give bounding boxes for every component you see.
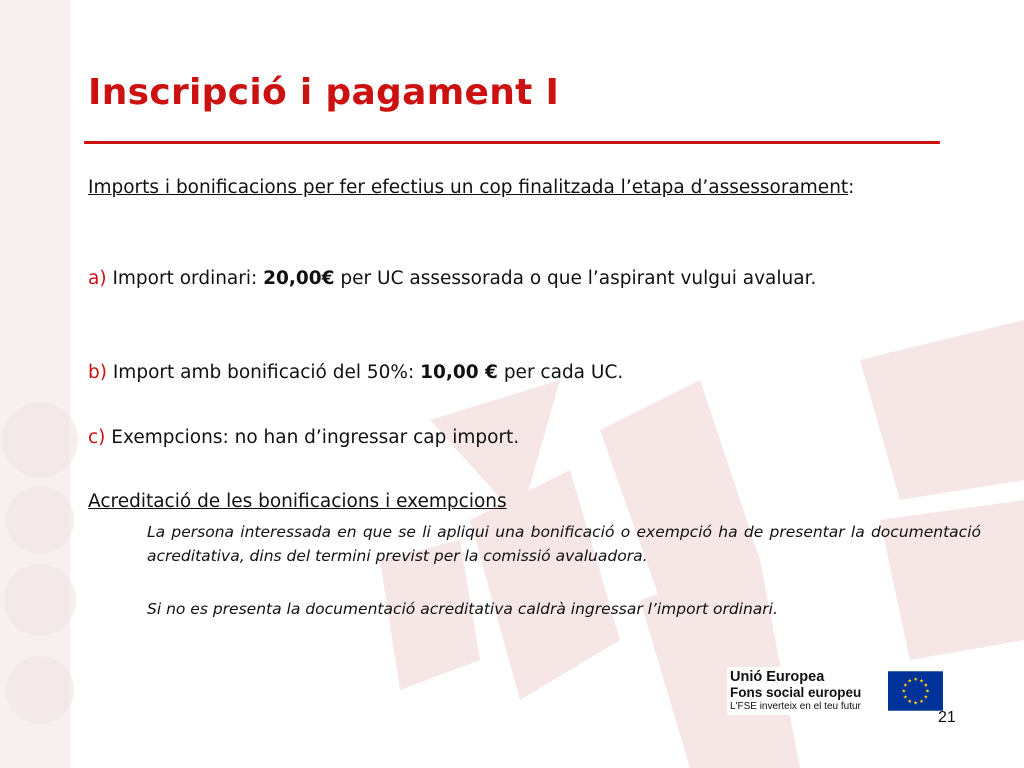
intro-underlined-text: Imports i bonificacions per fer efectius un cop finalitzada l’etapa d’assessorament	[88, 177, 849, 198]
item-a	[88, 265, 928, 292]
eu-flag-icon	[888, 671, 943, 711]
intro-suffix: :	[848, 177, 855, 198]
page-number: 21	[938, 709, 956, 726]
logo-line-2: Fons social europeu	[730, 685, 862, 700]
title-underline-rule	[84, 141, 940, 144]
section-heading-text: Acreditació de les bonificacions i exempcions	[88, 491, 507, 512]
note-ordinary-import: Si no es presenta la documentació acreditativa caldrà ingressar l’import ordinari.	[147, 600, 778, 618]
item-b	[88, 359, 928, 386]
item-c	[88, 424, 928, 451]
item-b-after: per cada UC.	[497, 362, 624, 383]
item-c-marker: c)	[88, 427, 106, 448]
item-c-text: Exempcions: no han d’ingressar cap import.	[105, 427, 520, 448]
item-a-after: per UC assessorada o que l’aspirant vulgui avaluar.	[334, 268, 817, 289]
note-documentation: La persona interessada en que se li apliqui una bonificació o exempció ha de presentar la documentació acreditativa, dins del termini previst per la comissió avaluadora.	[147, 523, 981, 565]
section-heading	[88, 488, 928, 515]
logo-text	[727, 669, 888, 713]
item-a-text: Import ordinari:	[106, 268, 264, 289]
item-a-amount: 20,00€	[263, 268, 335, 289]
item-b-marker: b)	[88, 362, 107, 383]
intro-paragraph	[88, 174, 928, 201]
slide-title: Inscripció i pagament I	[88, 72, 560, 113]
item-b-text: Import amb bonificació del 50%:	[106, 362, 421, 383]
item-a-marker: a)	[88, 268, 107, 289]
logo-line-3: L'FSE inverteix en el teu futur	[730, 701, 861, 712]
eu-fse-logo	[727, 667, 943, 715]
item-b-amount: 10,00 €	[420, 362, 498, 383]
logo-line-1: Unió Europea	[730, 669, 825, 685]
